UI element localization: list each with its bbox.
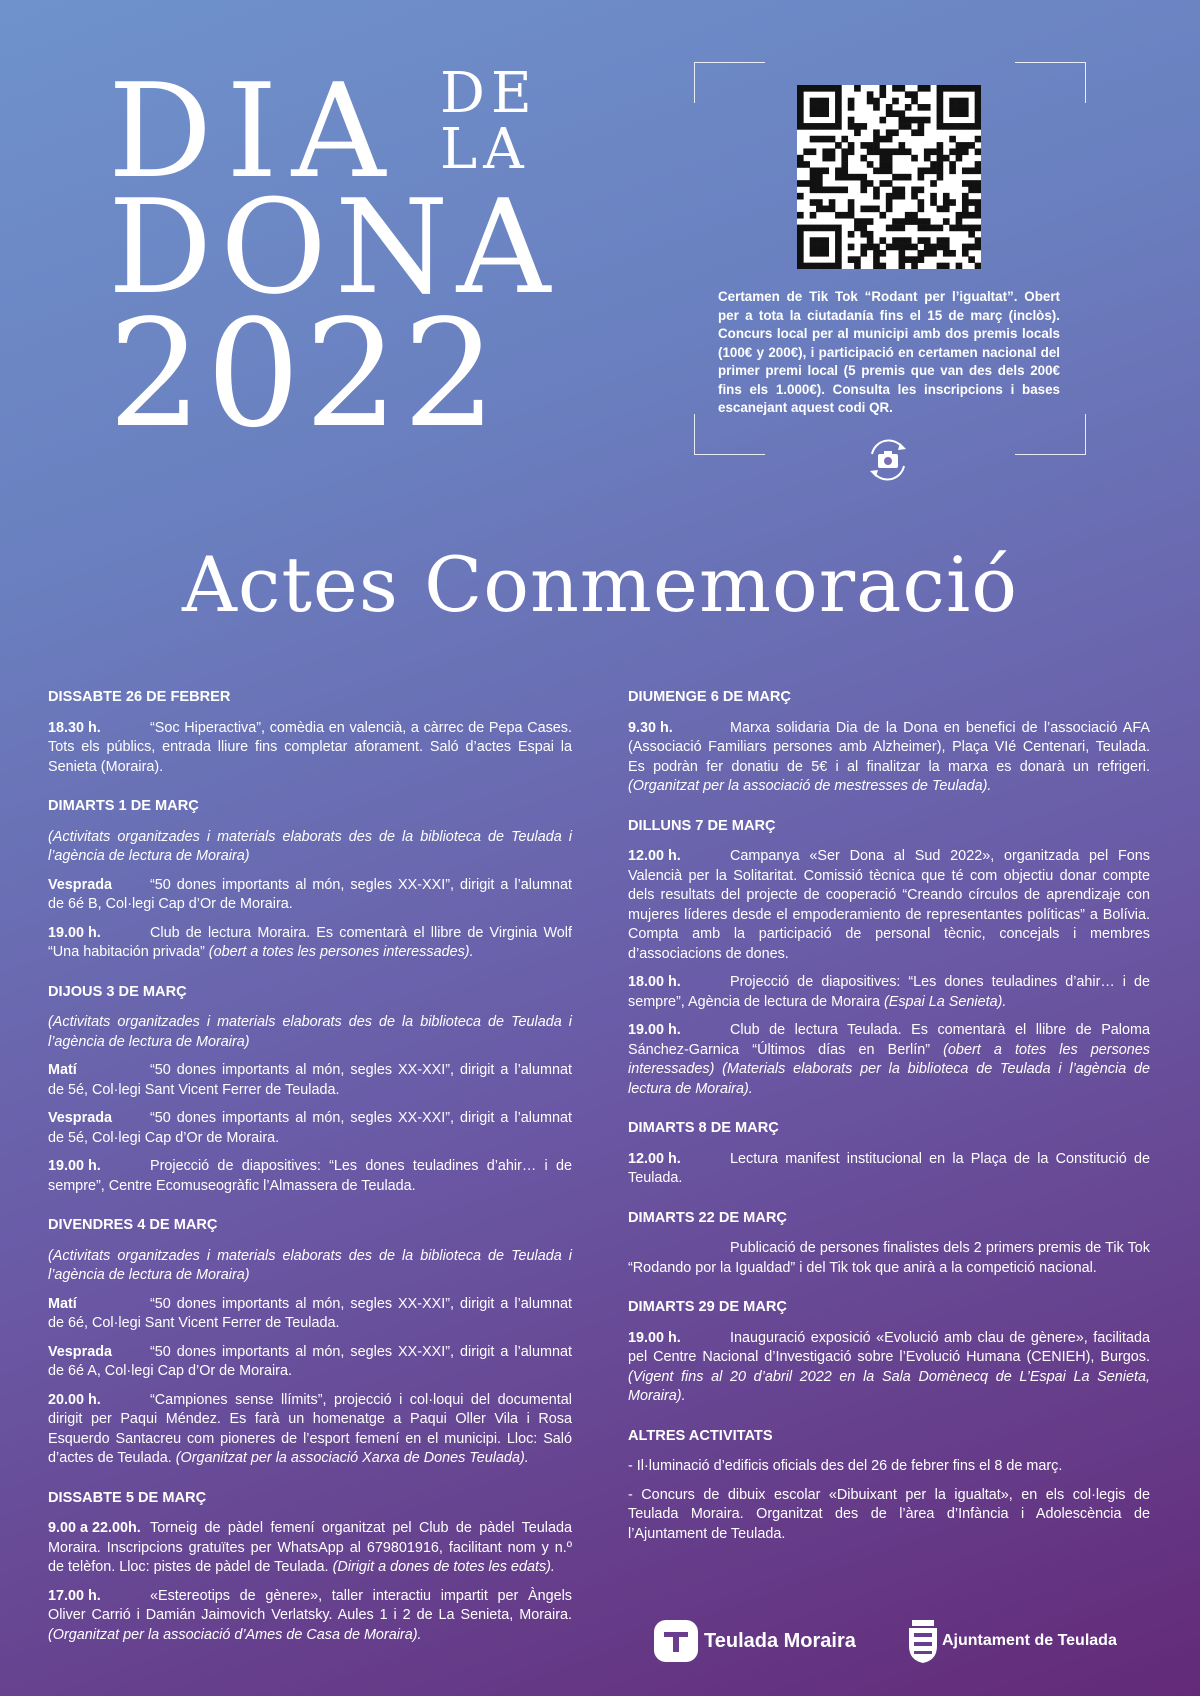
event-day-section [628, 1298, 1150, 1407]
event-day-section [628, 817, 1150, 1100]
event-item [628, 1021, 1150, 1099]
event-text: “Campiones sense llímits”, projecció i col·loqui del documental dirigit per Paqui Méndez. Es farà un homenatge a Paqui Oller Vila i Rosa Esquerdo Santacreu com pioneres de l’esport femení en el municipi. Lloc: Saló d’actes de Teulada. [48, 1391, 572, 1466]
event-text: “50 dones importants al món, segles XX-XXI”, dirigit a l’alumnat de 6é, Col·legi Sant Vicent Ferrer de Teulada. [48, 1295, 572, 1331]
event-text: Lectura manifest institucional en la Plaça de la Constitució de Teulada. [628, 1150, 1150, 1186]
event-text: “50 dones importants al món, segles XX-XXI”, dirigit a l’alumnat de 5é, Col·legi Sant Vicent Ferrer de Teulada. [48, 1062, 572, 1098]
title-dona: DONA [108, 171, 559, 323]
event-day-section [48, 983, 572, 1197]
day-heading: ALTRES ACTIVITATS [628, 1427, 773, 1444]
event-time: 17.00 h. [48, 1587, 101, 1604]
event-time: 19.00 h. [48, 1158, 101, 1174]
event-time: Matí [48, 1062, 77, 1078]
event-text: «Estereotips de gènere», taller interactiu impartit per Àngels Oliver Carrió i Damián Jaimovich Verlatsky. Aules 1 i 2 de La Senieta, Moraira. [48, 1587, 572, 1623]
day-heading: DISSABTE 26 DE FEBRER [48, 689, 231, 705]
event-item [628, 1457, 1150, 1477]
qr-description: Certamen de Tik Tok “Rodant per l’igualtat”. Obert per a tota la ciutadanía fins el 15 de març (inclòs). Concurs local per al municipi amb dos premis locals (100€ y 200€), i participació en certamen nacional del primer premi local (5 premis que van des dels 200€ fins els 1.000€). Consulta les inscripcions i bases escanejant aquest codi QR. [718, 289, 1060, 415]
event-day-section [48, 1216, 572, 1469]
event-item [628, 847, 1150, 964]
event-time: 12.00 h. [628, 848, 681, 864]
event-item [48, 1295, 572, 1334]
event-day-section [628, 1427, 1150, 1545]
left-column [48, 688, 572, 1665]
event-day-section [628, 1209, 1150, 1279]
event-time: 12.00 h. [628, 1150, 681, 1167]
title-year: 2022 [108, 288, 501, 460]
qr-code-icon [797, 85, 981, 269]
event-item [48, 1109, 572, 1148]
event-item [628, 973, 1150, 1012]
day-heading: DISSABTE 5 DE MARÇ [48, 1489, 207, 1506]
event-text: Publicació de persones finalistes dels 2 primers premis de Tik Tok “Rodando por la Igualdad” i del Tik tok que anirà a la competició nacional. [628, 1240, 1150, 1276]
event-text: “Soc Hiperactiva”, comèdia en valencià, a càrrec de Pepa Cases. Tots els públics, entrada lliure fins completar aforament. Saló d’actes Espai la Senieta (Moraira). [48, 719, 572, 775]
event-text: - Il·luminació d’edificis oficials des del 26 de febrer fins el 8 de març. [628, 1458, 1063, 1474]
day-heading: DIUMENGE 6 DE MARÇ [628, 689, 791, 705]
event-text: “50 dones importants al món, segles XX-XXI”, dirigit a l’alumnat de 6é A, Col·legi Cap d’Or de Moraira. [48, 1343, 572, 1379]
event-text: Torneig de pàdel femení organitzat pel Club de pàdel Teulada Moraira. Inscripcions gratuïtes per WhatsApp al 679801916, facilitant nom y n.º de telèfon. Lloc: pistes de pàdel de Teulada. [48, 1520, 572, 1575]
subtitle: Actes Conmemoració [181, 540, 1019, 629]
teulada-moraira-logo-text: Teulada Moraira [704, 1630, 856, 1652]
event-day-section [628, 1119, 1150, 1189]
event-time: 19.00 h. [628, 1022, 681, 1038]
event-item [48, 1519, 572, 1578]
event-text: Club de lectura Teulada. Es comentarà el llibre de Paloma Sánchez-Garnica “Últimos días en Berlín” [628, 1022, 1150, 1058]
event-item [48, 1391, 572, 1469]
day-heading: DIMARTS 1 DE MARÇ [48, 798, 199, 814]
event-text: “50 dones importants al món, segles XX-XXI”, dirigit a l’alumnat de 6é B, Col·legi Cap d’Or de Moraira. [48, 876, 572, 912]
event-text: Inauguració exposició «Evolució amb clau de gènere», facilitada pel Centre Nacional d’Investigació sobre l’Evolució Humana (CENIEH), Burgos. [628, 1329, 1150, 1365]
coat-of-arms-icon [906, 1618, 940, 1664]
event-time: Vesprada [48, 876, 112, 893]
event-item [48, 1587, 572, 1646]
event-item [628, 1486, 1150, 1545]
event-time: 18.00 h. [628, 974, 681, 990]
event-item [48, 924, 572, 963]
day-intro-note: (Activitats organitzades i materials elaborats des de la biblioteca de Teulada i l’agència de lectura de Moraira) [48, 1247, 572, 1283]
day-intro-note: (Activitats organitzades i materials elaborats des de la biblioteca de Teulada i l’agència de lectura de Moraira) [48, 828, 572, 864]
right-column [628, 688, 1150, 1564]
event-note: (Vigent fins al 20 d’abril 2022 en la Sala Domènecq de L’Espai La Senieta, Moraira). [628, 1368, 1150, 1404]
event-item [48, 1061, 572, 1100]
event-text: Projecció de diapositives: “Les dones teuladines d’ahir… i de sempre”, Agència de lectura de Moraira [628, 974, 1150, 1010]
event-text: Projecció de diapositives: “Les dones teuladines d’ahir… i de sempre”, Centre Ecomuseogràfic l’Almassera de Teulada. [48, 1158, 572, 1194]
event-day-section [48, 1489, 572, 1646]
day-heading: DIMARTS 22 DE MARÇ [628, 1209, 787, 1226]
event-time: 18.30 h. [48, 719, 101, 736]
event-note: (obert a totes les persones interessades) (Materials elaborats per la biblioteca de Teulada i l’agència de lectura de Moraira). [628, 1041, 1151, 1097]
event-item [628, 1239, 1150, 1278]
tm-logo-icon [654, 1618, 700, 1664]
event-text: Marxa solidaria Dia de la Dona en benefici de l’associació AFA (Associació Familiars persones amb Alzheimer), Plaça VIé Centenari, Teulada. Es podràn fer donatiu de 5€ i al finalitzar la marxa es donarà un refrigeri. [628, 719, 1150, 775]
day-heading: DIMARTS 8 DE MARÇ [628, 1120, 779, 1136]
event-time: Matí [48, 1295, 77, 1312]
event-text: - Concurs de dibuix escolar «Dibuixant per la igualtat», en els col·legis de Teulada Moraira. Organitzat des de l’àrea d’Infància i Adolescència de l’Ajuntament de Teulada. [628, 1486, 1150, 1542]
event-text: “50 dones importants al món, segles XX-XXI”, dirigit a l’alumnat de 5é, Col·legi Cap d’Or de Moraira. [48, 1110, 572, 1146]
camera-scan-icon [862, 434, 914, 486]
event-item [48, 1343, 572, 1382]
event-time: 19.00 h. [48, 924, 101, 941]
event-note: (obert a totes les persones interessades). [208, 944, 474, 960]
event-item [48, 719, 572, 778]
event-item [48, 1157, 572, 1196]
event-day-section [628, 688, 1150, 797]
event-text: Campanya «Ser Dona al Sud 2022», organitzada pel Fons Valencià per la Solitaritat. Comissió tècnica que té com objectiu donar compte dels resultats del projecte de cooperació “Creando círculos de aprendizaje con mujeres líderes desde el empoderamiento de representantes políticas” a Bolívia. Compta amb la participació de personal tècnic, concejals i membres d’associacions de dones. [628, 848, 1150, 962]
day-heading: DIJOUS 3 DE MARÇ [48, 983, 187, 1000]
title-dia: DIA [108, 55, 400, 207]
day-intro-note: (Activitats organitzades i materials elaborats des de la biblioteca de Teulada i l’agència de lectura de Moraira) [48, 1014, 572, 1050]
event-note: (Organitzat per la associació Xarxa de Dones Teulada). [175, 1450, 529, 1466]
day-heading: DILLUNS 7 DE MARÇ [628, 817, 776, 834]
qr-code[interactable] [797, 85, 981, 269]
title-de: DE [440, 61, 538, 126]
event-text: Club de lectura Moraira. Es comentarà el llibre de Virginia Wolf “Una habitación privada” [48, 924, 572, 960]
event-note: (Dirigit a dones de totes les edats). [332, 1559, 555, 1575]
event-time: 9.00 a 22.00h. [48, 1520, 141, 1536]
event-item [628, 1150, 1150, 1189]
title-la: LA [440, 117, 530, 182]
day-heading: DIMARTS 29 DE MARÇ [628, 1299, 787, 1315]
event-time: 19.00 h. [628, 1329, 681, 1346]
day-heading: DIVENDRES 4 DE MARÇ [48, 1217, 218, 1233]
event-time: 20.00 h. [48, 1391, 101, 1408]
event-day-section [48, 797, 572, 963]
event-note: (Espai La Senieta). [883, 993, 1007, 1010]
event-note: (Organitzat per la associació de mestresses de Teulada). [628, 778, 992, 794]
event-time: Vesprada [48, 1110, 112, 1126]
event-item [48, 876, 572, 915]
event-item [628, 719, 1150, 797]
event-day-section [48, 688, 572, 777]
event-time: 9.30 h. [628, 719, 673, 736]
event-note: (Organitzat per la associació d’Ames de Casa de Moraira). [48, 1626, 422, 1643]
event-item [628, 1329, 1150, 1407]
event-time: Vesprada [48, 1343, 112, 1360]
ajuntament-logo-text: Ajuntament de Teulada [942, 1632, 1117, 1649]
